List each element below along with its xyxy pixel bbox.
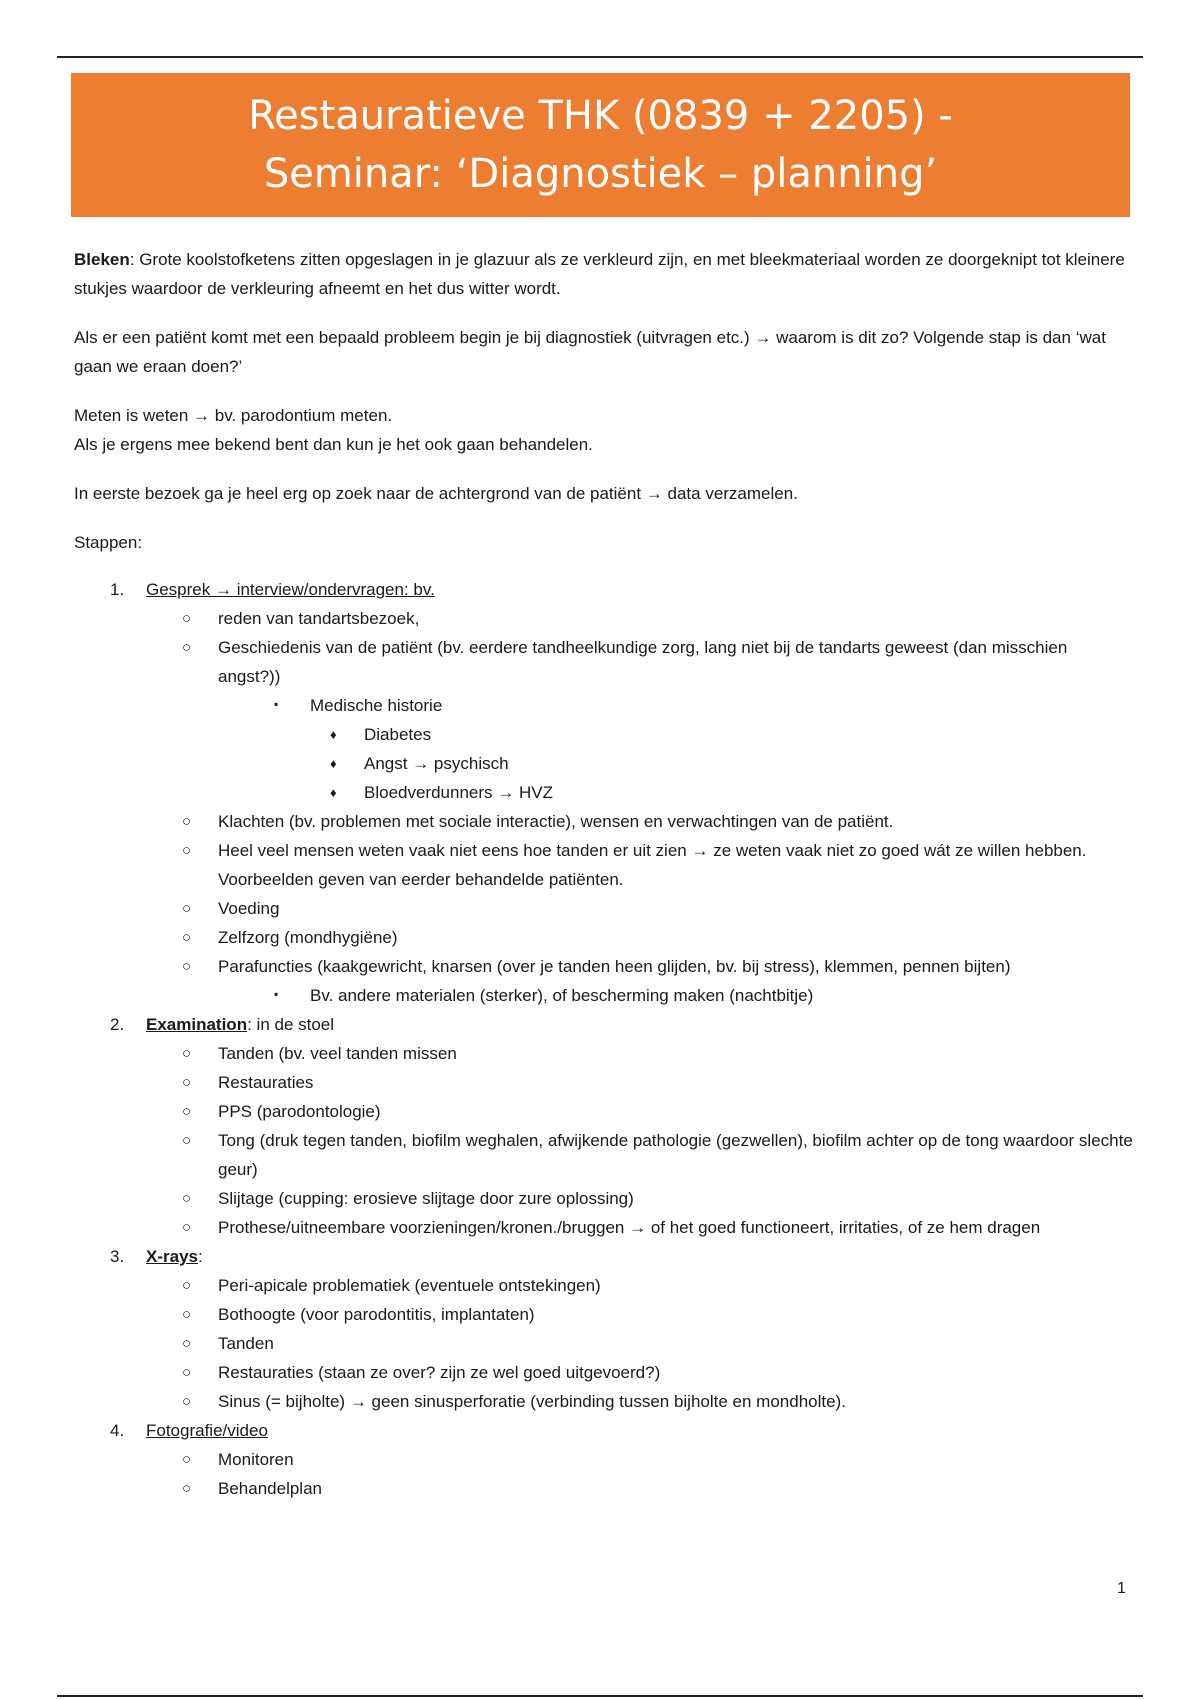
stappen-label: Stappen: bbox=[74, 533, 143, 552]
list-item: ○ Prothese/uitneembare voorzieningen/kronen./bruggen → of het goed functioneert, irritaties, of ze hem dragen bbox=[74, 1213, 1134, 1242]
list-item: ○ Tanden bbox=[74, 1329, 1134, 1358]
list-item: ♦ Bloedverdunners → HVZ bbox=[74, 778, 1134, 807]
page-number: 1 bbox=[1117, 1580, 1126, 1597]
list-item: ○ Monitoren bbox=[74, 1445, 1134, 1474]
list-item: ○ Parafuncties (kaakgewricht, knarsen (over je tanden heen glijden, bv. bij stress), klemmen, pennen bijten) bbox=[74, 952, 1134, 981]
list-item: ▪ Medische historie bbox=[74, 691, 1134, 720]
circle-bullet-icon: ○ bbox=[182, 1045, 192, 1062]
list-item: ○ Restauraties (staan ze over? zijn ze wel goed uitgevoerd?) bbox=[74, 1358, 1134, 1387]
bleken-term: Bleken bbox=[74, 250, 130, 269]
circle-bullet-icon: ○ bbox=[182, 1480, 192, 1497]
diamond-bullet-icon: ♦ bbox=[330, 756, 337, 771]
circle-bullet-icon: ○ bbox=[182, 1306, 192, 1323]
list-item: ○ Peri-apicale problematiek (eventuele ontstekingen) bbox=[74, 1271, 1134, 1300]
step-title: Gesprek → interview/ondervragen: bv. bbox=[146, 580, 435, 599]
circle-bullet-icon: ○ bbox=[182, 639, 192, 656]
list-item: ○ Bothoogte (voor parodontitis, implantaten) bbox=[74, 1300, 1134, 1329]
meten-paragraph: Meten is weten → bv. parodontium meten. bbox=[74, 406, 393, 425]
list-item: ○ Behandelplan bbox=[74, 1474, 1134, 1503]
list-item: ○ Tong (druk tegen tanden, biofilm weghalen, afwijkende pathologie (gezwellen), biofilm achter op de tong waardoor slechte geur) bbox=[74, 1126, 1134, 1184]
list-item: ○ Slijtage (cupping: erosieve slijtage door zure oplossing) bbox=[74, 1184, 1134, 1213]
circle-bullet-icon: ○ bbox=[182, 1219, 192, 1236]
list-item: ○ reden van tandartsbezoek, bbox=[74, 604, 1134, 633]
step-1 bbox=[74, 575, 1134, 1010]
circle-bullet-icon: ○ bbox=[182, 958, 192, 975]
square-bullet-icon: ▪ bbox=[274, 987, 279, 1001]
diamond-bullet-icon: ♦ bbox=[330, 727, 337, 742]
eerste-bezoek-paragraph: In eerste bezoek ga je heel erg op zoek naar de achtergrond van de patiënt → data verzamelen. bbox=[74, 484, 798, 503]
step-2 bbox=[74, 1010, 1134, 1242]
step-number: 2. bbox=[110, 1015, 125, 1034]
circle-bullet-icon: ○ bbox=[182, 1074, 192, 1091]
circle-bullet-icon: ○ bbox=[182, 1277, 192, 1294]
list-item: ○ Sinus (= bijholte) → geen sinusperforatie (verbinding tussen bijholte en mondholte). bbox=[74, 1387, 1134, 1416]
circle-bullet-icon: ○ bbox=[182, 813, 192, 830]
list-item: ▪ Bv. andere materialen (sterker), of bescherming maken (nachtbitje) bbox=[74, 981, 1134, 1010]
title-line-2: Seminar: ‘Diagnostiek – planning’ bbox=[263, 151, 938, 197]
circle-bullet-icon: ○ bbox=[182, 1132, 192, 1149]
circle-bullet-icon: ○ bbox=[182, 1190, 192, 1207]
step-title: Fotografie/video bbox=[146, 1421, 268, 1440]
circle-bullet-icon: ○ bbox=[182, 900, 192, 917]
circle-bullet-icon: ○ bbox=[182, 1103, 192, 1120]
step-3 bbox=[74, 1242, 1134, 1416]
step-number: 3. bbox=[110, 1247, 125, 1266]
square-bullet-icon: ▪ bbox=[274, 697, 279, 711]
title-banner bbox=[71, 73, 1130, 217]
circle-bullet-icon: ○ bbox=[182, 842, 192, 859]
circle-bullet-icon: ○ bbox=[182, 929, 192, 946]
bottom-rule bbox=[57, 1695, 1143, 1697]
bleken-text: : Grote koolstofketens zitten opgeslagen in je glazuur als ze verkleurd zijn, en met bleekmateriaal worden ze doorgeknipt tot kleinere stukjes waardoor de verkleuring afneemt en het dus witter wordt. bbox=[74, 250, 1125, 298]
steps-list bbox=[74, 575, 1134, 1503]
list-item: ○ Geschiedenis van de patiënt (bv. eerdere tandheelkundige zorg, lang niet bij de tandarts geweest (dan misschien angst?)) bbox=[74, 633, 1134, 691]
step-number: 4. bbox=[110, 1421, 125, 1440]
step-4 bbox=[74, 1416, 1134, 1503]
circle-bullet-icon: ○ bbox=[182, 610, 192, 627]
step-title: Examination: in de stoel bbox=[146, 1015, 335, 1034]
list-item: ○ PPS (parodontologie) bbox=[74, 1097, 1134, 1126]
list-item: ○ Heel veel mensen weten vaak niet eens hoe tanden er uit zien → ze weten vaak niet zo goed wát ze willen hebben. Voorbeelden geven van eerder behandelde patiënten. bbox=[74, 836, 1134, 894]
top-rule bbox=[57, 56, 1143, 58]
list-item: ♦ Angst → psychisch bbox=[74, 749, 1134, 778]
list-item: ○ Tanden (bv. veel tanden missen bbox=[74, 1039, 1134, 1068]
list-item: ○ Restauraties bbox=[74, 1068, 1134, 1097]
list-item: ○ Klachten (bv. problemen met sociale interactie), wensen en verwachtingen van de patiënt. bbox=[74, 807, 1134, 836]
circle-bullet-icon: ○ bbox=[182, 1393, 192, 1410]
bekend-paragraph: Als je ergens mee bekend bent dan kun je het ook gaan behandelen. bbox=[74, 435, 593, 454]
list-item: ○ Zelfzorg (mondhygiëne) bbox=[74, 923, 1134, 952]
title-line-1: Restauratieve THK (0839 + 2205) - bbox=[248, 93, 953, 139]
step-title: X-rays: bbox=[146, 1247, 203, 1266]
diagnostiek-paragraph: Als er een patiënt komt met een bepaald probleem begin je bij diagnostiek (uitvragen etc.) → waarom is dit zo? Volgende stap is dan ‘wat gaan we eraan doen?’ bbox=[74, 328, 1106, 376]
bleken-paragraph bbox=[74, 245, 1134, 303]
list-item: ♦ Diabetes bbox=[74, 720, 1134, 749]
circle-bullet-icon: ○ bbox=[182, 1364, 192, 1381]
document-body bbox=[74, 245, 1134, 1503]
diamond-bullet-icon: ♦ bbox=[330, 785, 337, 800]
circle-bullet-icon: ○ bbox=[182, 1335, 192, 1352]
step-number: 1. bbox=[110, 580, 125, 599]
list-item: ○ Voeding bbox=[74, 894, 1134, 923]
circle-bullet-icon: ○ bbox=[182, 1451, 192, 1468]
